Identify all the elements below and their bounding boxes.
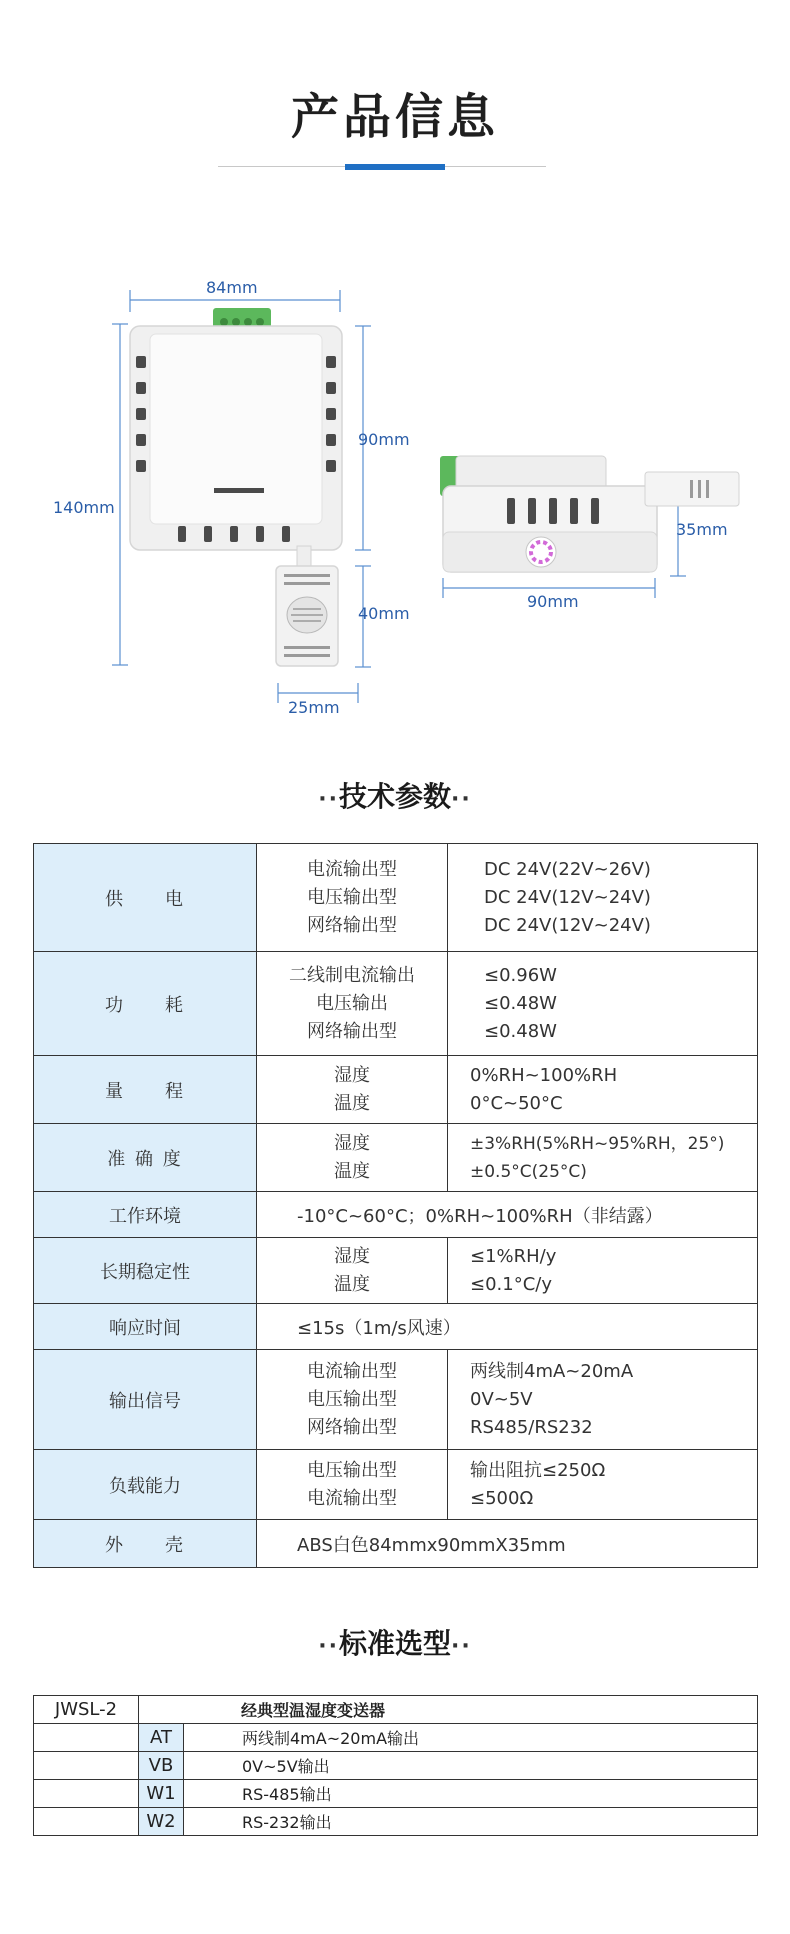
spec-label: 供 电	[34, 844, 257, 952]
spec-type: 电流输出型	[307, 858, 397, 880]
spec-values	[448, 844, 758, 952]
dim-probe-width: 25mm	[288, 698, 340, 717]
heading-dots-right: ··	[451, 787, 472, 812]
spec-label: 负载能力	[34, 1450, 257, 1520]
spec-types	[257, 1238, 448, 1304]
spec-value: ≤500Ω	[470, 1487, 534, 1509]
spec-value: ≤0.1°C/y	[470, 1273, 552, 1295]
dim-side-depth: 35mm	[676, 520, 728, 539]
heading-dots-left: ··	[318, 787, 339, 812]
dim-top-width: 84mm	[206, 278, 258, 297]
spec-row-shell	[34, 1520, 758, 1568]
option-code: W1	[139, 1780, 184, 1808]
spec-value: ≤0.96W	[484, 964, 557, 986]
spec-value: ≤0.48W	[484, 992, 557, 1014]
spec-type: 温度	[334, 1160, 370, 1182]
spec-type: 电流输出型	[307, 1360, 397, 1382]
model-desc: 经典型温湿度变送器	[139, 1696, 758, 1724]
option-desc: 两线制4mA~20mA输出	[184, 1724, 758, 1752]
spec-value: DC 24V(12V~24V)	[484, 914, 651, 936]
spec-values	[448, 1350, 758, 1450]
option-code: VB	[139, 1752, 184, 1780]
spec-value: ABS白色84mmx90mmX35mm	[257, 1520, 758, 1568]
spec-value: 0°C~50°C	[470, 1092, 563, 1114]
selection-row	[34, 1808, 758, 1836]
spec-type: 网络输出型	[307, 1416, 397, 1438]
dim-total-height: 140mm	[53, 498, 115, 517]
title-accent-bar	[345, 164, 445, 170]
spec-type: 二线制电流输出	[289, 964, 415, 986]
spec-row-environment	[34, 1192, 758, 1238]
spec-type: 电压输出型	[307, 886, 397, 908]
spec-label: 响应时间	[34, 1304, 257, 1350]
spec-types	[257, 844, 448, 952]
spec-value: ±3%RH(5%RH~95%RH，25°)	[470, 1133, 725, 1154]
heading-dots-right: ··	[451, 1634, 472, 1659]
spec-label: 长期稳定性	[34, 1238, 257, 1304]
spec-values	[448, 952, 758, 1056]
specs-heading	[0, 775, 790, 815]
spec-type: 湿度	[334, 1132, 370, 1154]
product-dimension-diagram	[0, 270, 790, 730]
option-desc: 0V~5V输出	[184, 1752, 758, 1780]
spec-type: 电压输出型	[307, 1388, 397, 1410]
spec-type: 电压输出	[316, 992, 388, 1014]
spec-type: 电流输出型	[307, 1487, 397, 1509]
spec-label: 输出信号	[34, 1350, 257, 1450]
spec-label: 准 确 度	[34, 1124, 257, 1192]
spec-row-stability	[34, 1238, 758, 1304]
selection-row	[34, 1724, 758, 1752]
spec-row-response	[34, 1304, 758, 1350]
selection-heading	[0, 1622, 790, 1662]
product-drawing	[0, 270, 790, 730]
option-code: W2	[139, 1808, 184, 1836]
spec-value: 0%RH~100%RH	[470, 1064, 618, 1086]
spec-value: -10°C~60°C；0%RH~100%RH（非结露）	[257, 1192, 758, 1238]
selection-title: 标准选型	[338, 1627, 451, 1660]
spec-type: 网络输出型	[307, 914, 397, 936]
spec-value: ±0.5°C(25°C)	[470, 1161, 587, 1182]
spec-values	[448, 1238, 758, 1304]
option-desc: RS-232输出	[184, 1808, 758, 1836]
spec-label: 工作环境	[34, 1192, 257, 1238]
selection-row	[34, 1780, 758, 1808]
spec-row-power	[34, 844, 758, 952]
spec-value: 0V~5V	[470, 1388, 533, 1410]
model-code: JWSL-2	[34, 1696, 139, 1724]
specs-title: 技术参数	[338, 780, 451, 813]
spec-row-load	[34, 1450, 758, 1520]
spec-value: 两线制4mA~20mA	[470, 1360, 634, 1382]
dim-side-width: 90mm	[527, 592, 579, 611]
spec-types	[257, 1450, 448, 1520]
spec-value: RS485/RS232	[470, 1416, 593, 1438]
spec-type: 温度	[334, 1092, 370, 1114]
spec-value: ≤0.48W	[484, 1020, 557, 1042]
spec-type: 湿度	[334, 1064, 370, 1086]
spec-type: 湿度	[334, 1245, 370, 1267]
spec-label: 功 耗	[34, 952, 257, 1056]
dim-front-height: 90mm	[358, 430, 410, 449]
spec-type: 网络输出型	[307, 1020, 397, 1042]
selection-row	[34, 1752, 758, 1780]
page-title: 产品信息	[290, 89, 499, 145]
specs-table	[33, 843, 758, 1568]
option-code: AT	[139, 1724, 184, 1752]
spec-row-output	[34, 1350, 758, 1450]
spec-types	[257, 1056, 448, 1124]
spec-value: ≤15s（1m/s风速）	[257, 1304, 758, 1350]
spec-row-consumption	[34, 952, 758, 1056]
spec-types	[257, 952, 448, 1056]
spec-types	[257, 1350, 448, 1450]
option-desc: RS-485输出	[184, 1780, 758, 1808]
spec-values	[448, 1124, 758, 1192]
spec-row-range	[34, 1056, 758, 1124]
spec-value: DC 24V(12V~24V)	[484, 886, 651, 908]
spec-value: 输出阻抗≤250Ω	[470, 1459, 606, 1481]
spec-label: 量 程	[34, 1056, 257, 1124]
spec-values	[448, 1056, 758, 1124]
spec-values	[448, 1450, 758, 1520]
spec-label: 外 壳	[34, 1520, 257, 1568]
dim-probe-height: 40mm	[358, 604, 410, 623]
spec-row-accuracy	[34, 1124, 758, 1192]
spec-type: 电压输出型	[307, 1459, 397, 1481]
spec-value: ≤1%RH/y	[470, 1245, 557, 1267]
heading-dots-left: ··	[318, 1634, 339, 1659]
spec-types	[257, 1124, 448, 1192]
spec-type: 温度	[334, 1273, 370, 1295]
selection-table	[33, 1695, 758, 1836]
spec-value: DC 24V(22V~26V)	[484, 858, 651, 880]
selection-model-row	[34, 1696, 758, 1724]
